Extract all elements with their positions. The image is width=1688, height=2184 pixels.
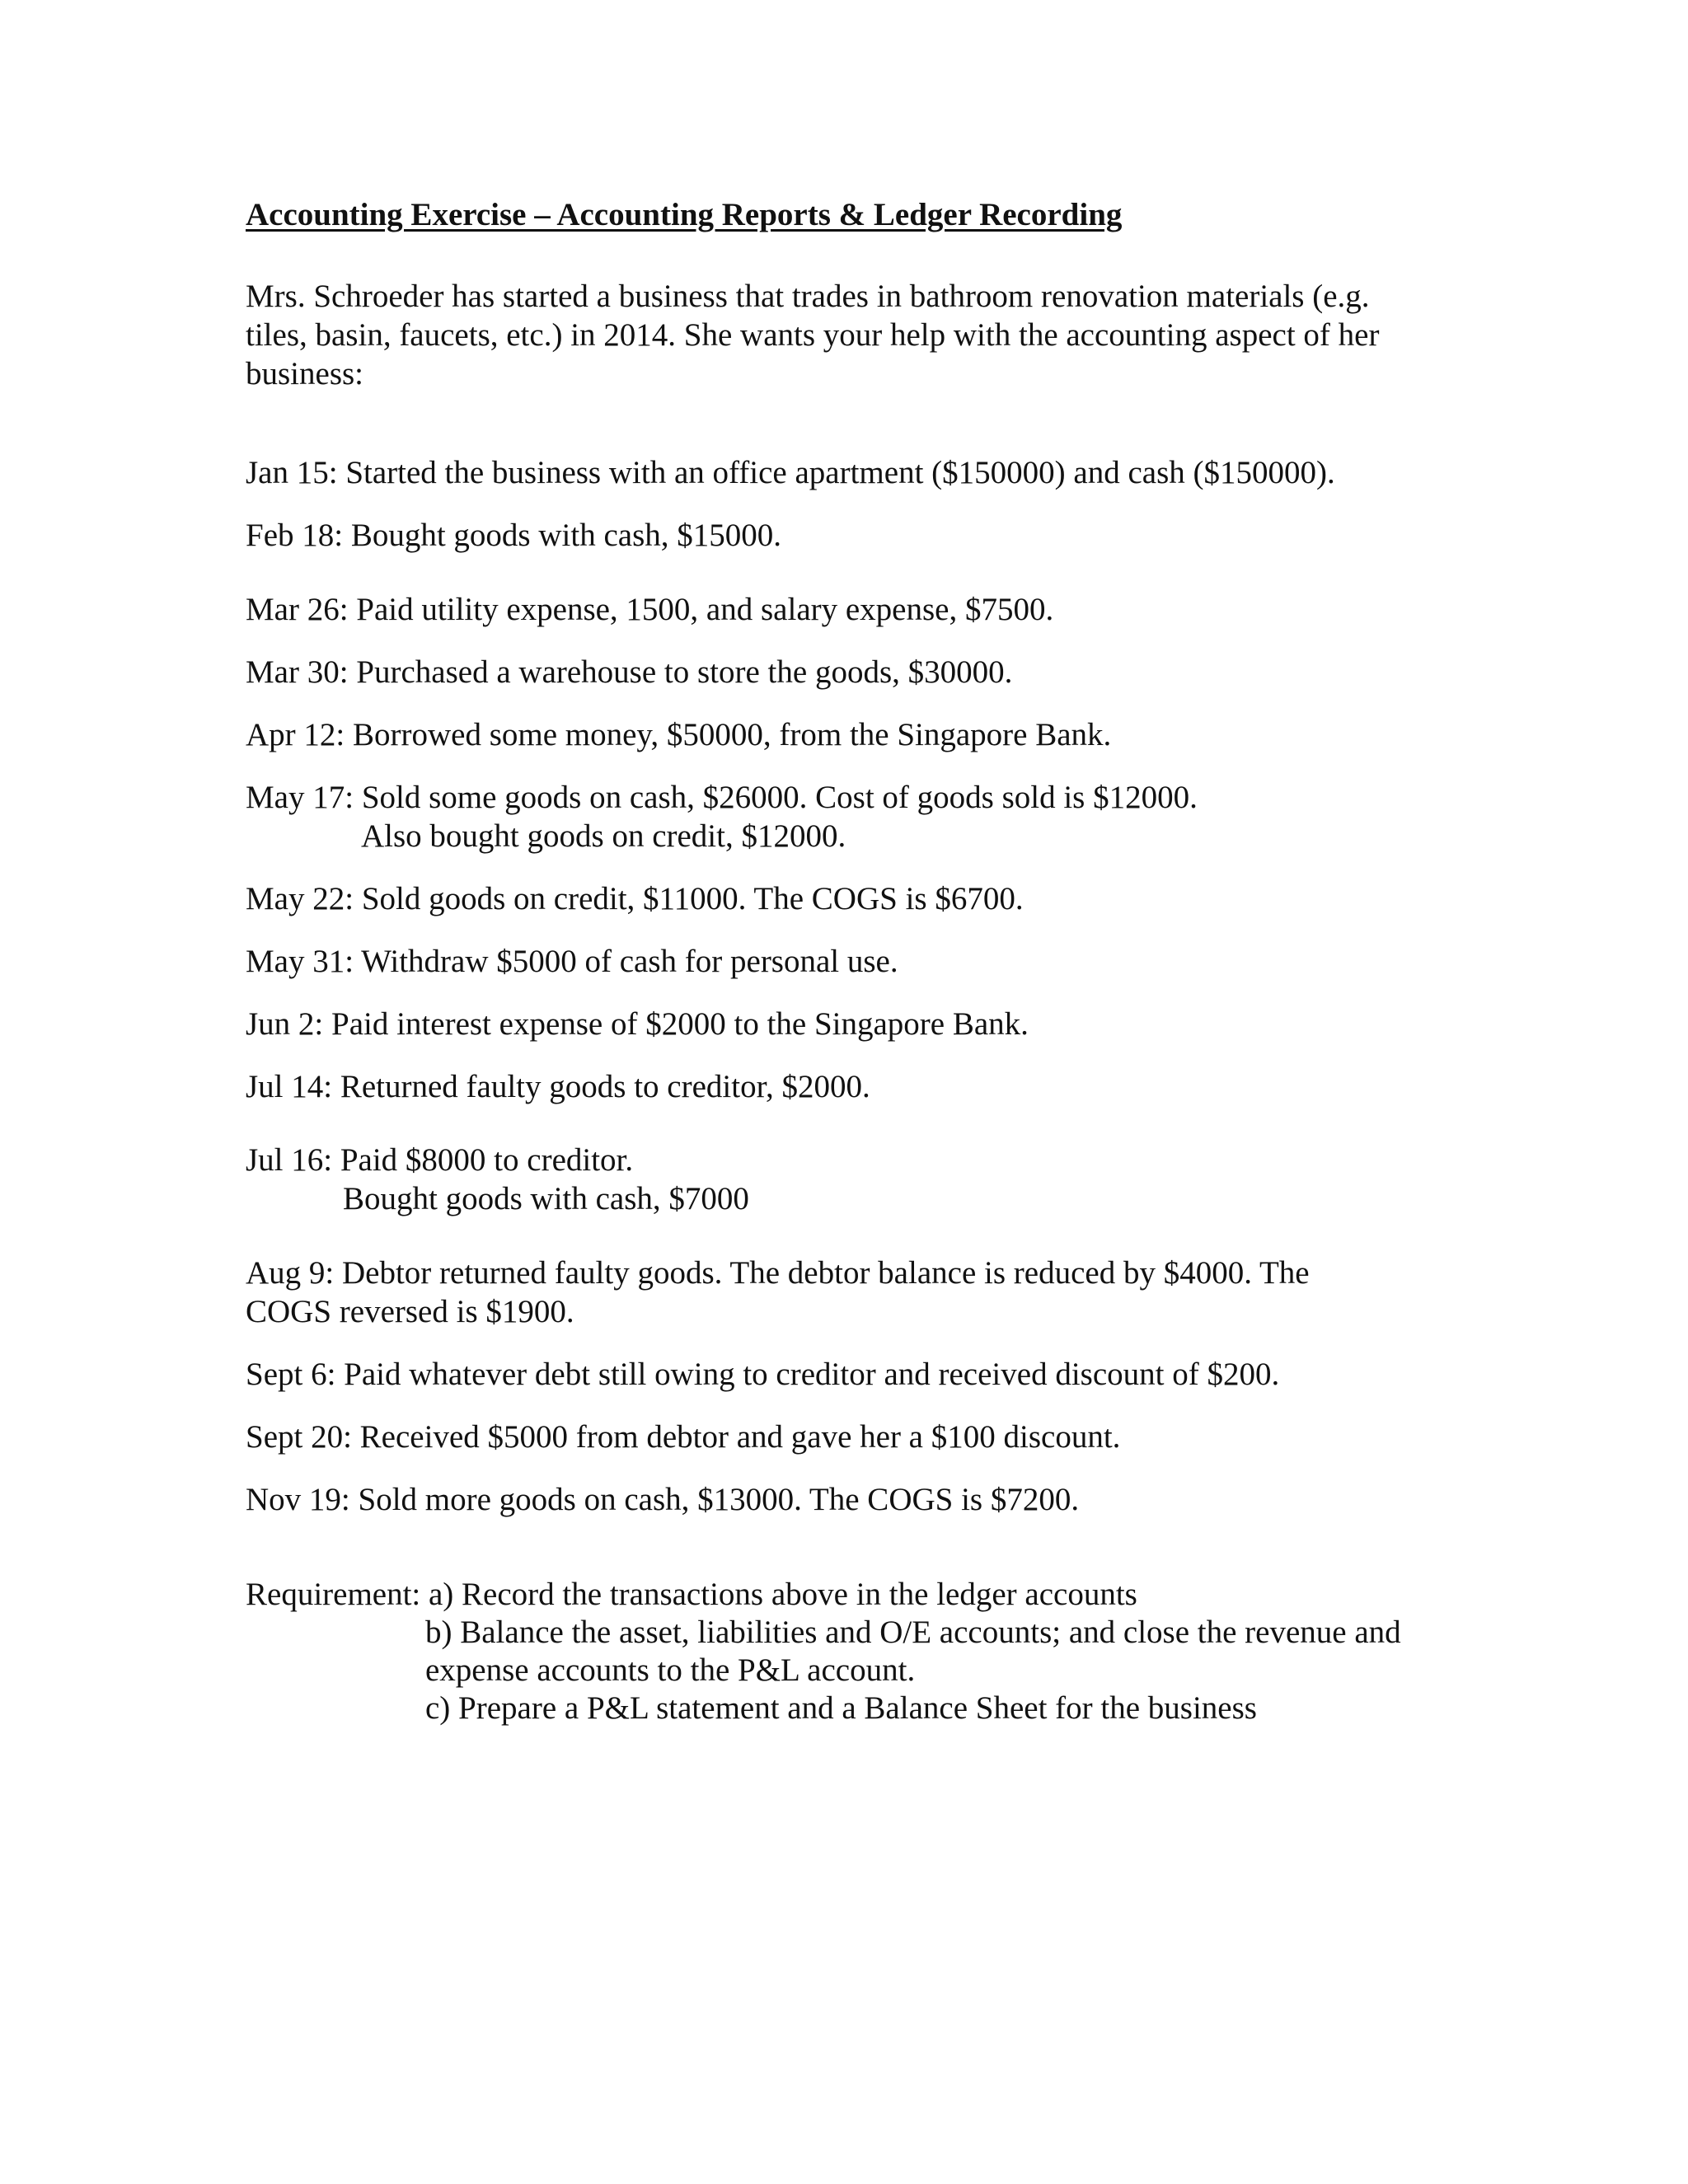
intro-paragraph: Mrs. Schroeder has started a business that trades in bathroom renovation materials (e.g. tiles, basin, faucets, etc.) in 2014. She wants your help with the accounting aspect of her business: xyxy=(246,279,1380,391)
transaction-text: Sept 20: Received $5000 from debtor and gave her a $100 discount. xyxy=(246,1419,1121,1455)
transaction-text: Aug 9: Debtor returned faulty goods. The debtor balance is reduced by $4000. The xyxy=(246,1255,1310,1291)
requirement-b-continuation: expense accounts to the P&L account. xyxy=(425,1652,916,1688)
transaction-text: Jul 14: Returned faulty goods to creditor, $2000. xyxy=(246,1069,870,1104)
requirement-a: a) Record the transactions above in the ledger accounts xyxy=(429,1577,1137,1612)
transaction-continuation: Also bought goods on credit, $12000. xyxy=(361,818,846,854)
transaction-text: Jul 16: Paid $8000 to creditor. xyxy=(246,1142,634,1178)
requirement-c: c) Prepare a P&L statement and a Balance Sheet for the business xyxy=(425,1690,1257,1726)
transaction-continuation: COGS reversed is $1900. xyxy=(246,1294,574,1329)
transaction-text: May 22: Sold goods on credit, $11000. The COGS is $6700. xyxy=(246,881,1024,916)
transaction-text: Jan 15: Started the business with an office apartment ($150000) and cash ($150000). xyxy=(246,455,1335,490)
transaction-text: Apr 12: Borrowed some money, $50000, from the Singapore Bank. xyxy=(246,717,1112,752)
transaction-jul-14 xyxy=(246,1029,870,1106)
transaction-text: Mar 26: Paid utility expense, 1500, and salary expense, $7500. xyxy=(246,592,1054,627)
requirements-block xyxy=(246,1576,1401,1727)
requirement-b: b) Balance the asset, liabilities and O/E accounts; and close the revenue and xyxy=(425,1615,1401,1650)
transaction-text: Nov 19: Sold more goods on cash, $13000. The COGS is $7200. xyxy=(246,1482,1080,1517)
document-title: Accounting Exercise – Accounting Reports & Ledger Recording xyxy=(246,197,1123,232)
transaction-text: Mar 30: Purchased a warehouse to store the goods, $30000. xyxy=(246,654,1013,690)
transaction-text: Sept 6: Paid whatever debt still owing to creditor and received discount of $200. xyxy=(246,1357,1280,1392)
transaction-text: May 31: Withdraw $5000 of cash for personal use. xyxy=(246,944,898,979)
transaction-text: May 17: Sold some goods on cash, $26000. Cost of goods sold is $12000. xyxy=(246,780,1198,815)
requirement-label: Requirement: xyxy=(246,1577,421,1612)
transaction-nov-19 xyxy=(246,1441,1079,1519)
transaction-feb-18 xyxy=(246,477,781,555)
transaction-continuation: Bought goods with cash, $7000 xyxy=(343,1181,749,1216)
transaction-text: Jun 2: Paid interest expense of $2000 to the Singapore Bank. xyxy=(246,1006,1029,1042)
transaction-text: Feb 18: Bought goods with cash, $15000. xyxy=(246,518,781,553)
